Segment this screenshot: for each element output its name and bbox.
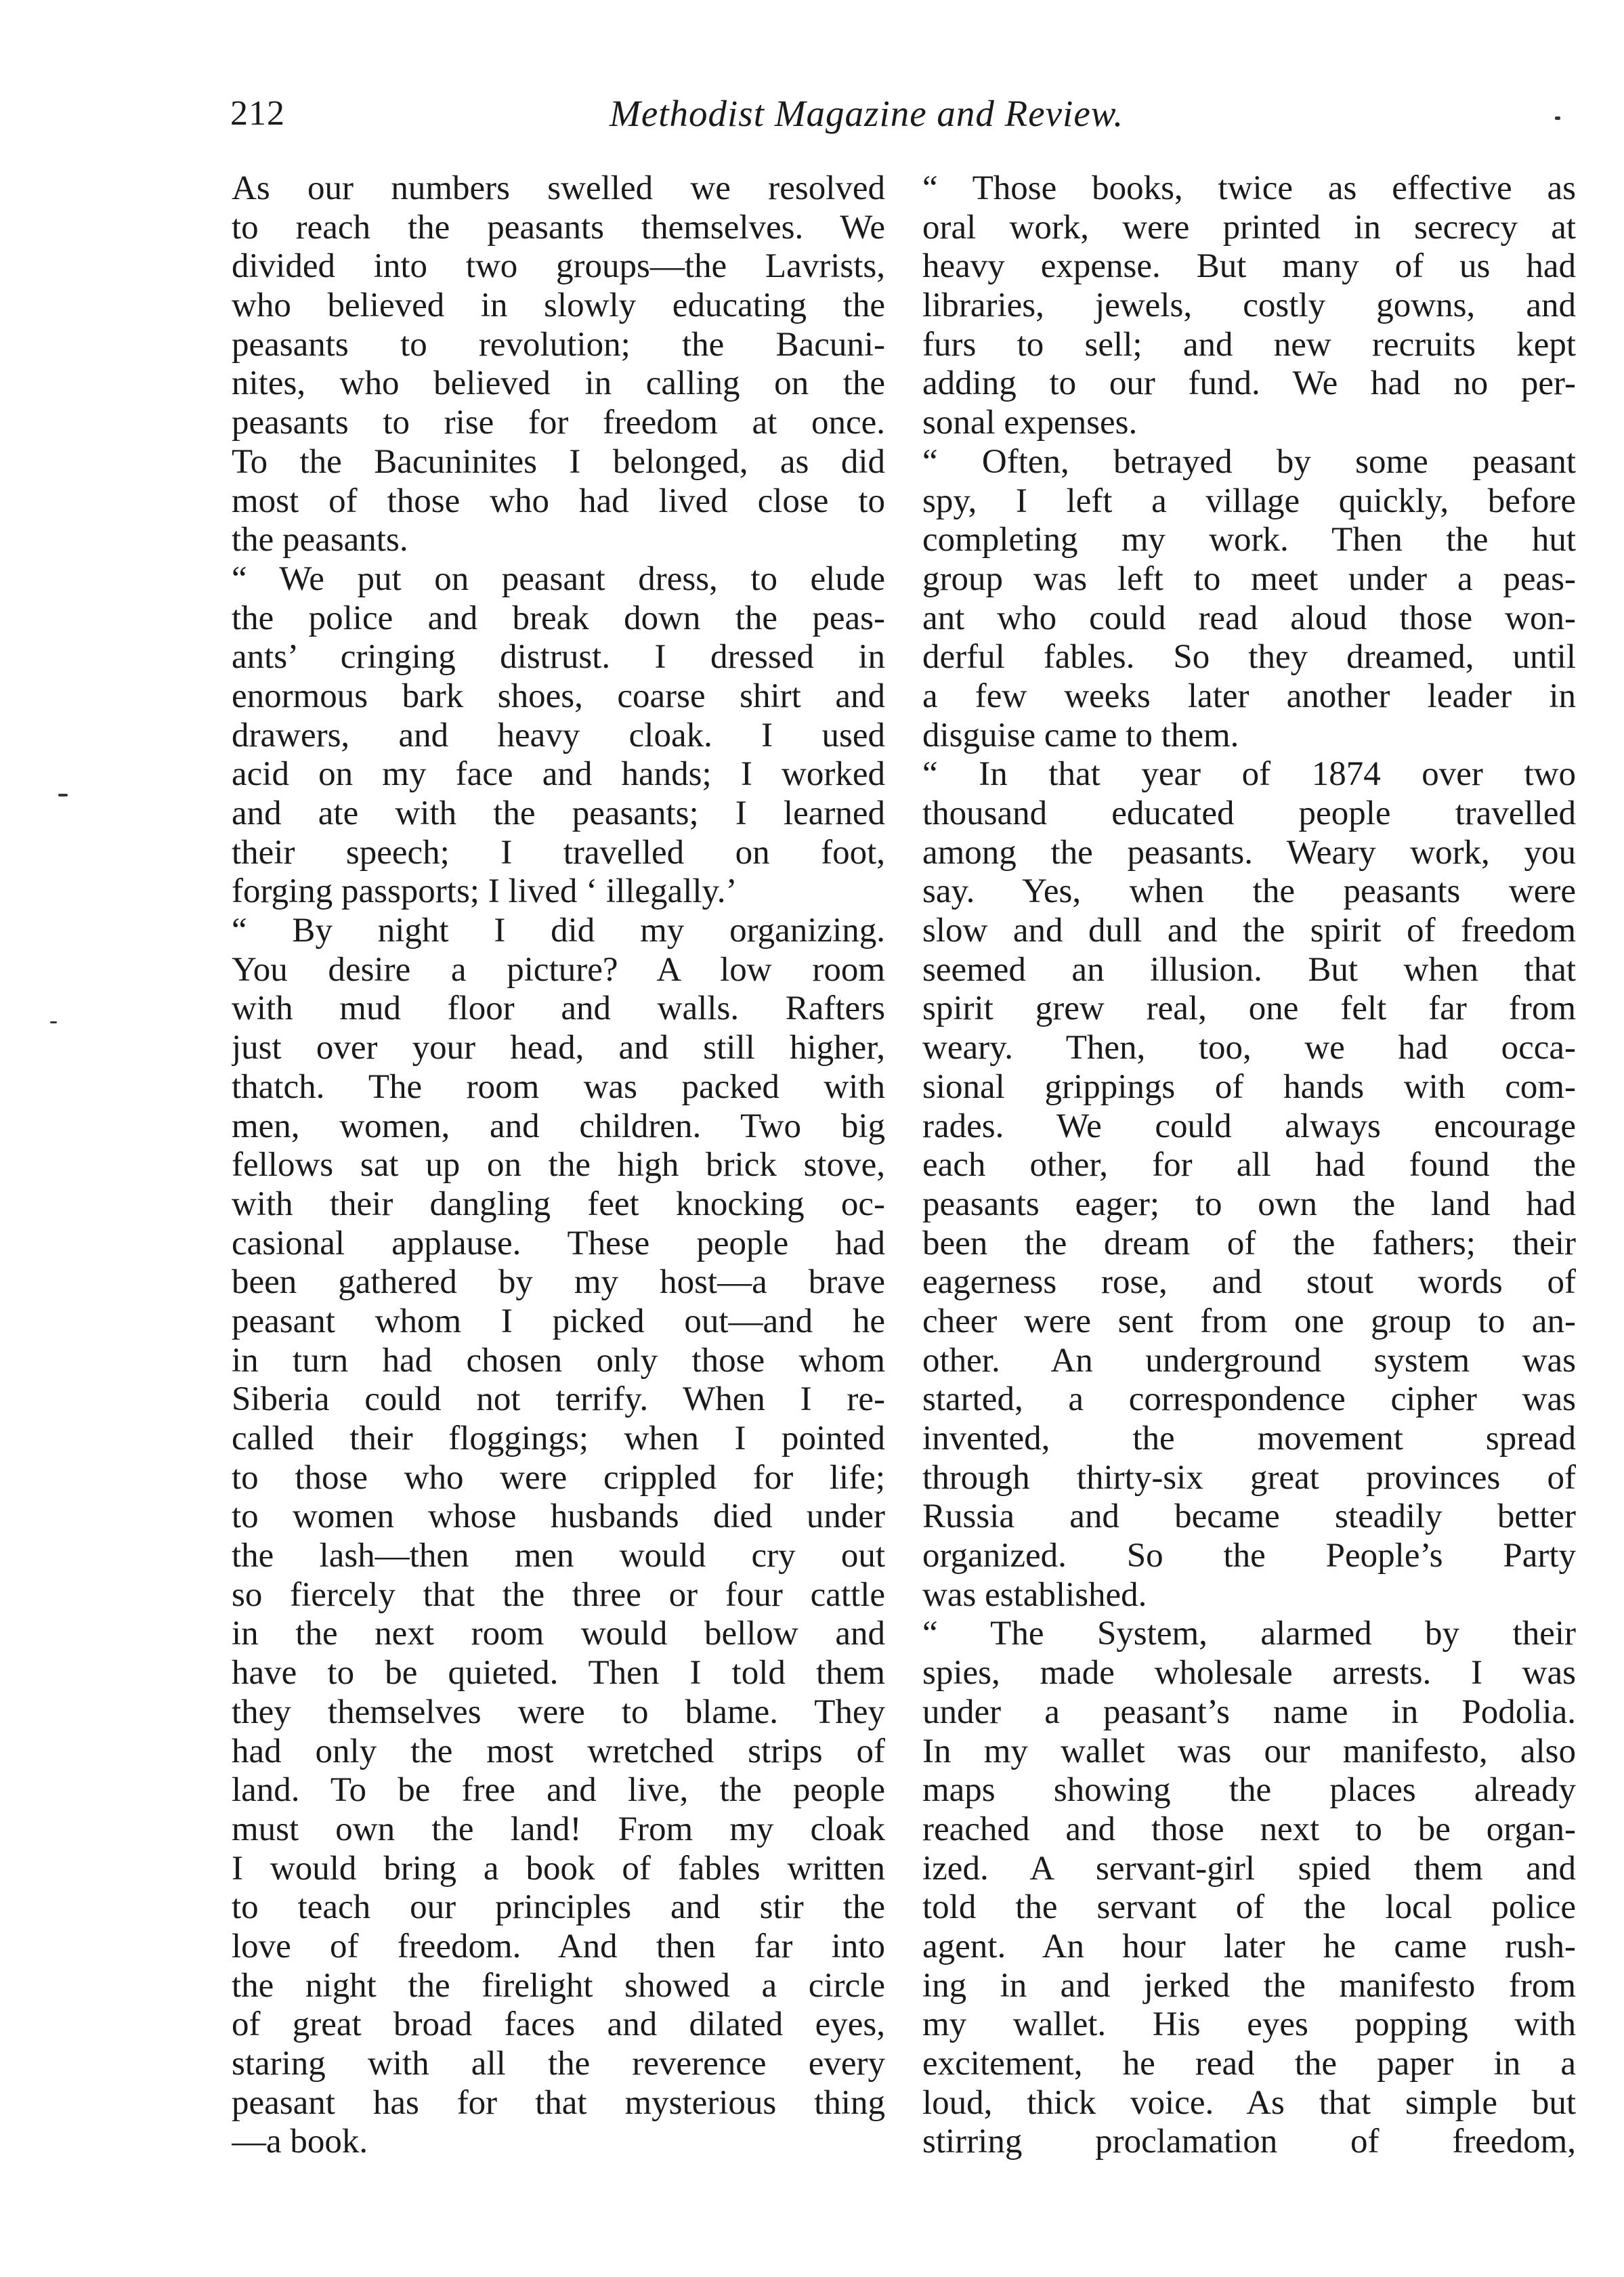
text-line: casional applause. These people had (232, 1224, 885, 1262)
text-line: maps showing the places already (922, 1771, 1576, 1810)
text-line: must own the land! From my cloak (232, 1810, 885, 1848)
left-text-column (232, 169, 885, 2162)
text-line: of great broad faces and dilated eyes, (232, 2005, 885, 2044)
text-line: the lash—then men would cry out (232, 1537, 885, 1575)
text-line: the peasants. (232, 521, 408, 559)
text-line: to reach the peasants themselves. We (232, 208, 885, 247)
text-line: reached and those next to be organ- (922, 1810, 1576, 1848)
text-line: nites, who believed in calling on the (232, 364, 885, 403)
text-line: “ Often, betrayed by some peasant (922, 442, 1576, 481)
text-line: so fiercely that the three or four cattle (232, 1575, 885, 1614)
text-line: say. Yes, when the peasants were (922, 872, 1576, 911)
text-line: excitement, he read the paper in a (922, 2045, 1576, 2083)
running-head (230, 87, 1564, 141)
text-line: other. An underground system was (922, 1341, 1576, 1380)
text-line: with mud floor and walls. Rafters (232, 989, 885, 1028)
text-line: peasants to rise for freedom at once. (232, 404, 885, 442)
text-line: oral work, were printed in secrecy at (922, 208, 1576, 247)
text-line: peasants to revolution; the Bacuni- (232, 325, 885, 364)
text-line: under a peasant’s name in Podolia. (922, 1693, 1576, 1731)
text-line: been gathered by my host—a brave (232, 1263, 885, 1302)
text-line: sonal expenses. (922, 404, 1138, 442)
text-line: agent. An hour later he came rush- (922, 1927, 1576, 1965)
text-line: the police and break down the peas- (232, 599, 885, 637)
text-line: most of those who had lived close to (232, 482, 885, 520)
text-line: peasant whom I picked out—and he (232, 1302, 885, 1340)
text-line: thousand educated people travelled (922, 794, 1576, 832)
text-line: acid on my face and hands; I worked (232, 755, 885, 794)
text-line: thatch. The room was packed with (232, 1067, 885, 1106)
text-line: “ By night I did my organizing. (232, 912, 885, 950)
text-line: to teach our principles and stir the (232, 1888, 885, 1927)
text-line: each other, for all had found the (922, 1146, 1576, 1185)
text-line: You desire a picture? A low room (232, 950, 885, 989)
text-line: Russia and became steadily better (922, 1497, 1576, 1536)
text-line: As our numbers swelled we resolved (232, 169, 885, 207)
text-line: slow and dull and the spirit of freedom (922, 912, 1576, 950)
text-line: called their floggings; when I pointed (232, 1420, 885, 1457)
text-line: through thirty-six great provinces of (922, 1458, 1576, 1497)
text-line: in the next room would bellow and (232, 1615, 885, 1653)
text-line: “ The System, alarmed by their (922, 1615, 1576, 1653)
journal-title: Methodist Magazine and Review. (610, 93, 1124, 134)
text-line: group was left to meet under a peas- (922, 559, 1576, 598)
text-line: To the Bacuninites I belonged, as did (232, 442, 885, 481)
text-line: stirring proclamation of freedom, (922, 2123, 1576, 2161)
text-line: I would bring a book of fables written (232, 1849, 885, 1888)
text-line: been the dream of the fathers; their (922, 1224, 1576, 1262)
text-line: the night the firelight showed a circle (232, 1966, 885, 2005)
text-line: rades. We could always encourage (922, 1107, 1576, 1145)
text-line: ant who could read aloud those won- (922, 599, 1576, 637)
text-line: among the peasants. Weary work, you (922, 833, 1576, 872)
text-line: divided into two groups—the Lavrists, (232, 247, 885, 286)
text-line: spirit grew real, one felt far from (922, 989, 1576, 1028)
text-line: with their dangling feet knocking oc- (232, 1185, 885, 1223)
text-line: who believed in slowly educating the (232, 286, 885, 325)
text-line: peasant has for that mysterious thing (232, 2083, 885, 2122)
text-line: and ate with the peasants; I learned (232, 794, 885, 832)
text-line: to women whose husbands died under (232, 1497, 885, 1536)
text-line: loud, thick voice. As that simple but (922, 2083, 1576, 2122)
text-line: heavy expense. But many of us had (922, 247, 1576, 286)
text-line: a few weeks later another leader in (922, 677, 1576, 715)
text-line: seemed an illusion. But when that (922, 950, 1576, 989)
text-line: “ In that year of 1874 over two (922, 755, 1576, 794)
text-line: forging passports; I lived ‘ illegally.’ (232, 872, 738, 911)
text-line: weary. Then, too, we had occa- (922, 1029, 1576, 1067)
text-line: their speech; I travelled on foot, (232, 833, 885, 872)
text-line: libraries, jewels, costly gowns, and (922, 286, 1576, 325)
text-line: peasants eager; to own the land had (922, 1185, 1576, 1223)
text-line: adding to our fund. We had no per- (922, 364, 1576, 403)
text-line: in turn had chosen only those whom (232, 1341, 885, 1380)
text-line: sional grippings of hands with com- (922, 1067, 1576, 1106)
print-speck (50, 1021, 57, 1023)
print-speck (1555, 116, 1560, 120)
text-line: completing my work. Then the hut (922, 521, 1576, 559)
text-line: spy, I left a village quickly, before (922, 482, 1576, 520)
text-line: In my wallet was our manifesto, also (922, 1732, 1576, 1770)
text-line: drawers, and heavy cloak. I used (232, 716, 885, 754)
text-line: my wallet. His eyes popping with (922, 2005, 1576, 2044)
text-line: ants’ cringing distrust. I dressed in (232, 638, 885, 677)
text-line: cheer were sent from one group to an- (922, 1302, 1576, 1340)
text-line: disguise came to them. (922, 716, 1239, 754)
text-line: fellows sat up on the high brick stove, (232, 1146, 885, 1185)
text-line: enormous bark shoes, coarse shirt and (232, 677, 885, 715)
text-line: derful fables. So they dreamed, until (922, 638, 1576, 677)
text-line: “ Those books, twice as effective as (922, 169, 1576, 207)
text-line: organized. So the People’s Party (922, 1537, 1576, 1575)
text-line: ized. A servant-girl spied them and (922, 1849, 1576, 1888)
text-line: love of freedom. And then far into (232, 1927, 885, 1965)
text-line: started, a correspondence cipher was (922, 1380, 1576, 1419)
text-line: men, women, and children. Two big (232, 1107, 885, 1145)
text-line: “ We put on peasant dress, to elude (232, 559, 885, 598)
text-line: furs to sell; and new recruits kept (922, 325, 1576, 364)
page-number: 212 (230, 94, 285, 133)
text-line: to those who were crippled for life; (232, 1458, 885, 1497)
text-line: land. To be free and live, the people (232, 1771, 885, 1810)
text-line: they themselves were to blame. They (232, 1693, 885, 1731)
text-line: spies, made wholesale arrests. I was (922, 1654, 1576, 1693)
text-line: just over your head, and still higher, (232, 1029, 885, 1067)
right-text-column (922, 169, 1576, 2162)
text-line: had only the most wretched strips of (232, 1732, 885, 1770)
text-line: Siberia could not terrify. When I re- (232, 1380, 885, 1419)
text-line: eagerness rose, and stout words of (922, 1263, 1576, 1302)
text-line: have to be quieted. Then I told them (232, 1654, 885, 1693)
text-line: was established. (922, 1575, 1147, 1614)
text-line: —a book. (232, 2123, 368, 2161)
print-speck (58, 794, 68, 796)
text-line: ing in and jerked the manifesto from (922, 1966, 1576, 2005)
text-line: invented, the movement spread (922, 1420, 1576, 1457)
text-line: staring with all the reverence every (232, 2045, 885, 2083)
text-line: told the servant of the local police (922, 1888, 1576, 1927)
